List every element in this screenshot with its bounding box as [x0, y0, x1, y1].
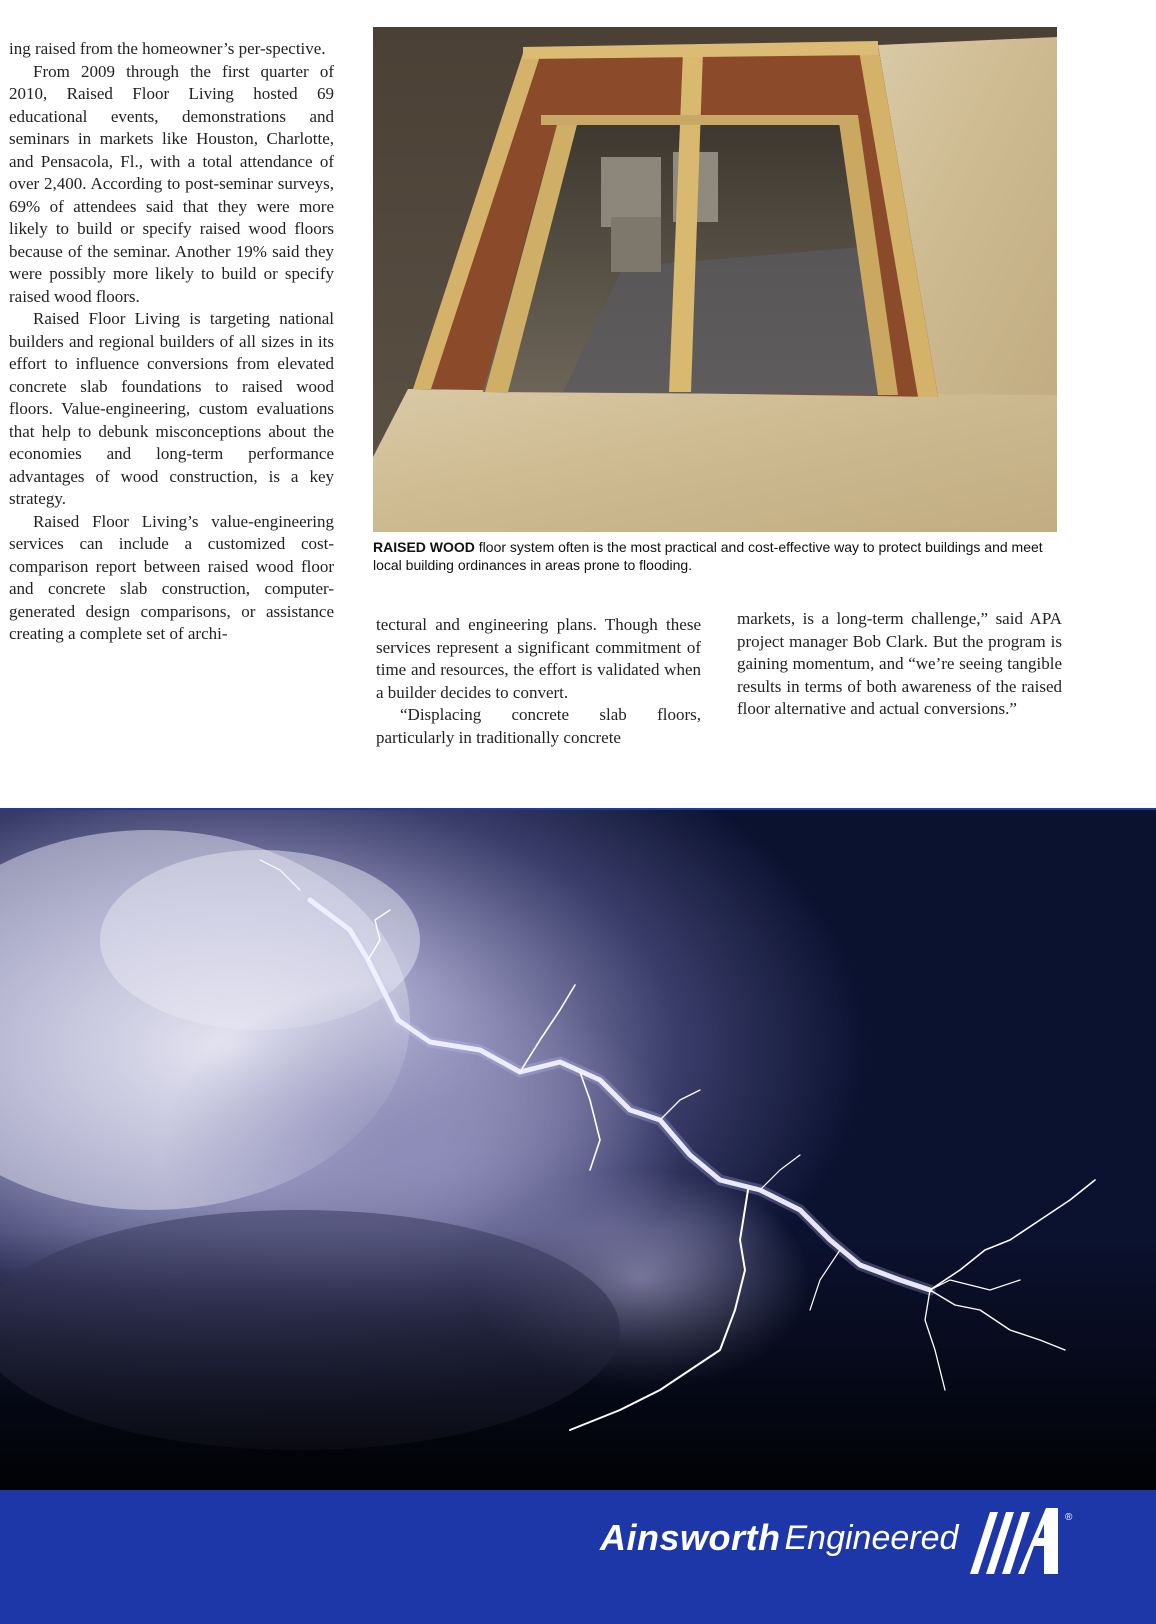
paragraph: “Displacing concrete slab floors, particularly in traditionally concrete [376, 705, 701, 747]
paragraph: ing raised from the homeowner’s per-spective. [9, 39, 326, 58]
lightning-storm-image [0, 810, 1156, 1490]
photo-caption [373, 538, 1063, 574]
brand-bold: Ainsworth [600, 1517, 781, 1558]
article-column-2 [376, 614, 701, 749]
ainsworth-engineered-logo [600, 1508, 958, 1568]
paragraph: tectural and engineering plans. Though these services represent a significant commitment of time and resources, the effort is validated when a builder decides to convert. [376, 615, 701, 702]
brand-normal: Engineered [784, 1518, 959, 1557]
caption-lead: RAISED WOOD [373, 539, 475, 555]
ainsworth-logo-mark-icon [950, 1506, 1060, 1576]
article-column-3 [737, 608, 1062, 721]
paragraph: From 2009 through the first quarter of 2010, Raised Floor Living hosted 69 educational events, demonstrations and seminars in markets like Houston, Charlotte, and Pensacola, Fl., with a total attendance of over 2,400. According to post-seminar surveys, 69% of attendees said that they were more likely to build or specify raised wood floors because of the seminar. Another 19% said they were possibly more likely to build or specify raised wood floors. [9, 61, 334, 306]
caption-text: floor system often is the most practical and cost-effective way to protect buildings and meet local building ordinances in areas prone to flooding. [373, 539, 1043, 573]
paragraph: Raised Floor Living’s value-engineering services can include a customized cost-comparison report between raised wood floor and concrete slab construction, computer-generated design comparisons, or assistance creating a complete set of archi- [9, 511, 334, 643]
paragraph: markets, is a long-term challenge,” said APA project manager Bob Clark. But the program is gaining momentum, and “we’re seeing tangible results in terms of both awareness of the raised floor alternative and actual conversions.” [737, 609, 1062, 718]
article-column-1 [9, 38, 334, 646]
paragraph: Raised Floor Living is targeting national builders and regional builders of all sizes in its effort to influence conversions from elevated concrete slab foundations to raised wood floors. Value-engineering, custom evaluations that help to debunk misconceptions about the economies and long-term performance advantages of wood construction, is a key strategy. [9, 309, 334, 508]
raised-floor-photo [373, 27, 1057, 532]
registered-mark: ® [1065, 1512, 1073, 1523]
